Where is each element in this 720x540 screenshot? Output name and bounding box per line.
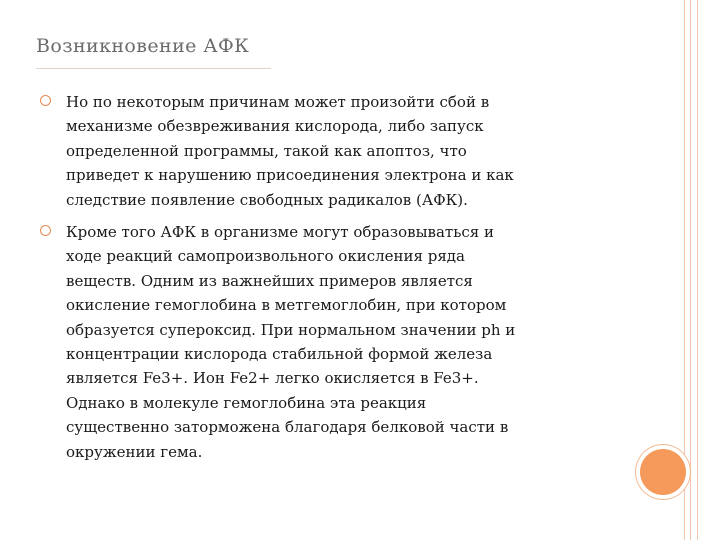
text-line: образуется супероксид. При нормальном значении ph и (66, 320, 516, 339)
title-underline (36, 68, 271, 69)
text-line: окружении гема. (66, 442, 203, 461)
text-line: приведет к нарушению присоединения электрона и как (66, 166, 514, 185)
bullet-list (36, 90, 596, 472)
bullet-item (36, 90, 596, 212)
text-line: ходе реакций самопроизвольного окисления ряда (66, 247, 465, 266)
text-line: механизме обезвреживания кислорода, либо запуск (66, 117, 484, 136)
text-line: существенно заторможена благодаря белковой части в (66, 418, 509, 437)
text-line: окисление гемоглобина в метгемоглобин, при котором (66, 296, 507, 315)
circle-outline-icon (40, 225, 51, 236)
bullet-item (36, 220, 596, 464)
text-line: следствие появление свободных радикалов (АФК). (66, 190, 468, 209)
text-line: веществ. Одним из важнейших примеров является (66, 271, 473, 290)
bullet-text (66, 220, 596, 464)
text-line: Но по некоторым причинам может произойти сбой в (66, 93, 490, 111)
text-line: Однако в молекуле гемоглобина эта реакция (66, 393, 427, 412)
text-line: определенной программы, такой как апоптоз, что (66, 141, 467, 160)
text-line: Кроме того АФК в организме могут образовываться и (66, 223, 494, 242)
orange-circle-icon (640, 449, 686, 495)
bullet-text (66, 90, 596, 212)
circle-outline-icon (40, 95, 51, 106)
text-line: является Fe3+. Ион Fe2+ легко окисляется в Fe3+. (66, 369, 479, 388)
slide-title: Возникновение АФК (36, 35, 250, 57)
text-line: концентрации кислорода стабильной формой железа (66, 345, 493, 364)
border-line (690, 0, 691, 540)
slide-border-decoration (680, 0, 720, 540)
border-line (684, 0, 685, 540)
border-line (697, 0, 698, 540)
